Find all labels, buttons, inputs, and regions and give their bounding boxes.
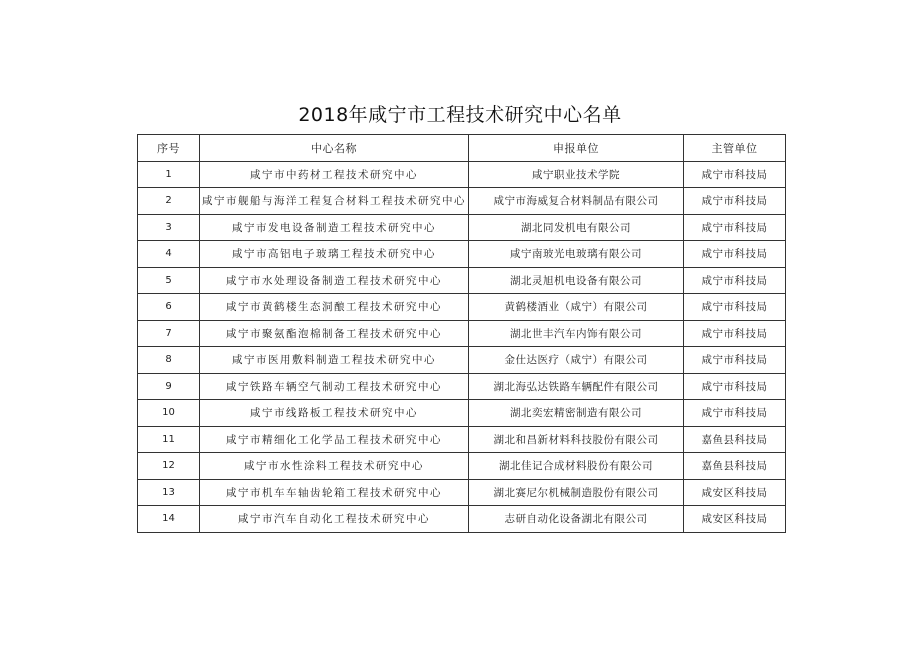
- cell-center-name: 咸宁市机车车轴齿轮箱工程技术研究中心: [200, 479, 469, 506]
- cell-applicant: 湖北赛尼尔机械制造股份有限公司: [469, 479, 684, 506]
- cell-applicant: 湖北灵旭机电设备有限公司: [469, 267, 684, 294]
- table-row: [138, 267, 786, 294]
- cell-center-name: 咸宁市聚氨酯泡棉制备工程技术研究中心: [200, 320, 469, 347]
- cell-applicant: 金仕达医疗（咸宁）有限公司: [469, 347, 684, 374]
- table-row: [138, 426, 786, 453]
- cell-no: 10: [138, 400, 200, 427]
- cell-no: 11: [138, 426, 200, 453]
- cell-no: 3: [138, 214, 200, 241]
- cell-authority: 咸宁市科技局: [684, 400, 786, 427]
- cell-authority: 咸宁市科技局: [684, 214, 786, 241]
- cell-center-name: 咸宁市舰船与海洋工程复合材料工程技术研究中心: [200, 188, 469, 215]
- cell-authority: 嘉鱼县科技局: [684, 453, 786, 480]
- cell-no: 1: [138, 161, 200, 188]
- table-row: [138, 453, 786, 480]
- cell-authority: 咸宁市科技局: [684, 347, 786, 374]
- cell-authority: 咸宁市科技局: [684, 241, 786, 268]
- cell-center-name: 咸宁市水处理设备制造工程技术研究中心: [200, 267, 469, 294]
- document-title: 2018年咸宁市工程技术研究中心名单: [298, 104, 622, 126]
- cell-applicant: 湖北和昌新材料科技股份有限公司: [469, 426, 684, 453]
- table-row: [138, 320, 786, 347]
- cell-applicant: 志研自动化设备湖北有限公司: [469, 506, 684, 533]
- column-header-no: 序号: [138, 135, 200, 162]
- table-row: [138, 347, 786, 374]
- cell-applicant: 咸宁职业技术学院: [469, 161, 684, 188]
- cell-no: 4: [138, 241, 200, 268]
- cell-no: 12: [138, 453, 200, 480]
- cell-center-name: 咸宁市黄鹤楼生态洞酿工程技术研究中心: [200, 294, 469, 321]
- cell-authority: 咸宁市科技局: [684, 267, 786, 294]
- cell-no: 8: [138, 347, 200, 374]
- cell-applicant: 咸宁南玻光电玻璃有限公司: [469, 241, 684, 268]
- cell-center-name: 咸宁市汽车自动化工程技术研究中心: [200, 506, 469, 533]
- table-row: [138, 506, 786, 533]
- cell-authority: 咸宁市科技局: [684, 320, 786, 347]
- cell-applicant: 黄鹤楼酒业（咸宁）有限公司: [469, 294, 684, 321]
- cell-authority: 咸宁市科技局: [684, 161, 786, 188]
- cell-applicant: 湖北海弘达铁路车辆配件有限公司: [469, 373, 684, 400]
- cell-center-name: 咸宁铁路车辆空气制动工程技术研究中心: [200, 373, 469, 400]
- cell-applicant: 湖北奕宏精密制造有限公司: [469, 400, 684, 427]
- cell-authority: 嘉鱼县科技局: [684, 426, 786, 453]
- column-header-center-name: 中心名称: [200, 135, 469, 162]
- table-row: [138, 241, 786, 268]
- table-row: [138, 294, 786, 321]
- table-row: [138, 161, 786, 188]
- cell-no: 9: [138, 373, 200, 400]
- cell-center-name: 咸宁市中药材工程技术研究中心: [200, 161, 469, 188]
- cell-no: 2: [138, 188, 200, 215]
- centers-table: [137, 134, 786, 533]
- cell-center-name: 咸宁市精细化工化学品工程技术研究中心: [200, 426, 469, 453]
- cell-authority: 咸宁市科技局: [684, 373, 786, 400]
- cell-authority: 咸宁市科技局: [684, 294, 786, 321]
- cell-no: 6: [138, 294, 200, 321]
- cell-no: 14: [138, 506, 200, 533]
- cell-no: 13: [138, 479, 200, 506]
- table-row: [138, 479, 786, 506]
- cell-authority: 咸安区科技局: [684, 479, 786, 506]
- table-row: [138, 373, 786, 400]
- cell-center-name: 咸宁市医用敷料制造工程技术研究中心: [200, 347, 469, 374]
- cell-no: 5: [138, 267, 200, 294]
- cell-applicant: 湖北同发机电有限公司: [469, 214, 684, 241]
- cell-applicant: 湖北佳记合成材料股份有限公司: [469, 453, 684, 480]
- cell-applicant: 咸宁市海威复合材料制品有限公司: [469, 188, 684, 215]
- column-header-authority: 主管单位: [684, 135, 786, 162]
- table-body: [138, 161, 786, 532]
- cell-center-name: 咸宁市高铝电子玻璃工程技术研究中心: [200, 241, 469, 268]
- table-row: [138, 188, 786, 215]
- cell-authority: 咸安区科技局: [684, 506, 786, 533]
- cell-authority: 咸宁市科技局: [684, 188, 786, 215]
- cell-center-name: 咸宁市发电设备制造工程技术研究中心: [200, 214, 469, 241]
- cell-no: 7: [138, 320, 200, 347]
- table-header-row: [138, 135, 786, 162]
- cell-applicant: 湖北世丰汽车内饰有限公司: [469, 320, 684, 347]
- column-header-applicant: 申报单位: [469, 135, 684, 162]
- cell-center-name: 咸宁市水性涂料工程技术研究中心: [200, 453, 469, 480]
- table-row: [138, 214, 786, 241]
- cell-center-name: 咸宁市线路板工程技术研究中心: [200, 400, 469, 427]
- table-row: [138, 400, 786, 427]
